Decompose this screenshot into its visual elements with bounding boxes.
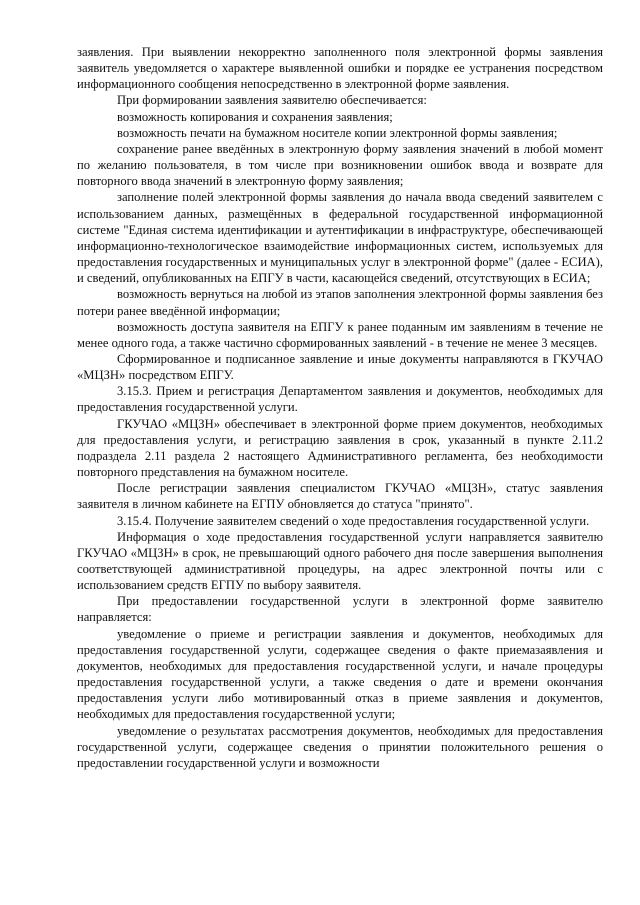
paragraph: возможность вернуться на любой из этапов заполнения электронной формы заявления без потери ранее введённой информации;	[77, 287, 603, 318]
paragraph: сохранение ранее введённых в электронную форму заявления значений в любой момент по желанию пользователя, в том числе при возникновении ошибок ввода и возврате для повторного ввода значений в электронную форму заявления;	[77, 141, 603, 189]
paragraph: возможность доступа заявителя на ЕПГУ к ранее поданным им заявлениям в течение не менее одного года, а также частично сформированных заявлений - в течение не менее 3 месяцев.	[77, 319, 603, 350]
document-body	[77, 44, 603, 771]
section-heading-3-15-4: 3.15.4. Получение заявителем сведений о ходе предоставления государственной услуги.	[117, 513, 590, 528]
paragraph: ГКУЧАО «МЦЗН» обеспечивает в электронной форме прием документов, необходимых для предоставления услуги, и регистрацию заявления в срок, указанный в пункте 2.11.2 подраздела 2.11 раздела 2 настоящего Административного регламента, без необходимости повторного представления на бумажном носителе.	[77, 416, 603, 480]
paragraph: Сформированное и подписанное заявление и иные документы направляются в ГКУЧАО «МЦЗН» посредством ЕПГУ.	[77, 351, 603, 383]
paragraph: При формировании заявления заявителю обеспечивается:	[117, 93, 427, 108]
paragraph: уведомление о результатах рассмотрения документов, необходимых для предоставления государственной услуги, содержащее сведения о принятии положительного решения о предоставлении государственной услуги и возможности	[77, 723, 603, 770]
paragraph: При предоставлении государственной услуги в электронной форме заявителю направляется:	[77, 594, 603, 625]
paragraph: После регистрации заявления специалистом ГКУЧАО «МЦЗН», статус заявления заявителя в личном кабинете на ЕГПУ обновляется до статуса "принято".	[77, 481, 603, 512]
paragraph: возможность копирования и сохранения заявления;	[117, 109, 393, 124]
paragraph: заполнение полей электронной формы заявления до начала ввода сведений заявителем с использованием данных, размещённых в федеральной государственной информационной системе "Единая система идентификации и аутентификации в инфраструктуре, обеспечивающей информационно-технологическое взаимодействие информационных систем, используемых для предоставления государственных и муниципальных услуг в электронной форме" (далее - ЕСИА), и сведений, опубликованных на ЕПГУ в части, касающейся сведений, отсутствующих в ЕСИА;	[77, 190, 603, 286]
section-heading-3-15-3: 3.15.3. Прием и регистрация Департаментом заявления и документов, необходимых для предоставления государственной услуги.	[77, 384, 603, 415]
paragraph-continuation: заявления. При выявлении некорректно заполненного поля электронной формы заявления заявитель уведомляется о характере выявленной ошибки и порядке ее устранения посредством информационного сообщения непосредственно в электронной форме заявления.	[77, 45, 603, 92]
paragraph: Информация о ходе предоставления государственной услуги направляется заявителю ГКУЧАО «МЦЗН» в срок, не превышающий одного рабочего дня после завершения выполнения соответствующей административной процедуры, на адрес электронной почты или с использованием средств ЕГПУ по выбору заявителя.	[77, 529, 603, 593]
paragraph: возможность печати на бумажном носителе копии электронной формы заявления;	[117, 125, 558, 140]
paragraph: уведомление о приеме и регистрации заявления и документов, необходимых для предоставления государственной услуги, содержащее сведения о факте приемазаявления и документов, необходимых для предоставления государственной услуги, и начале процедуры предоставления государственной услуги, а также сведения о дате и времени окончания предоставления услуги либо мотивированный отказ в приеме заявления и документов, необходимых для предоставления государственной услуги;	[77, 626, 603, 722]
